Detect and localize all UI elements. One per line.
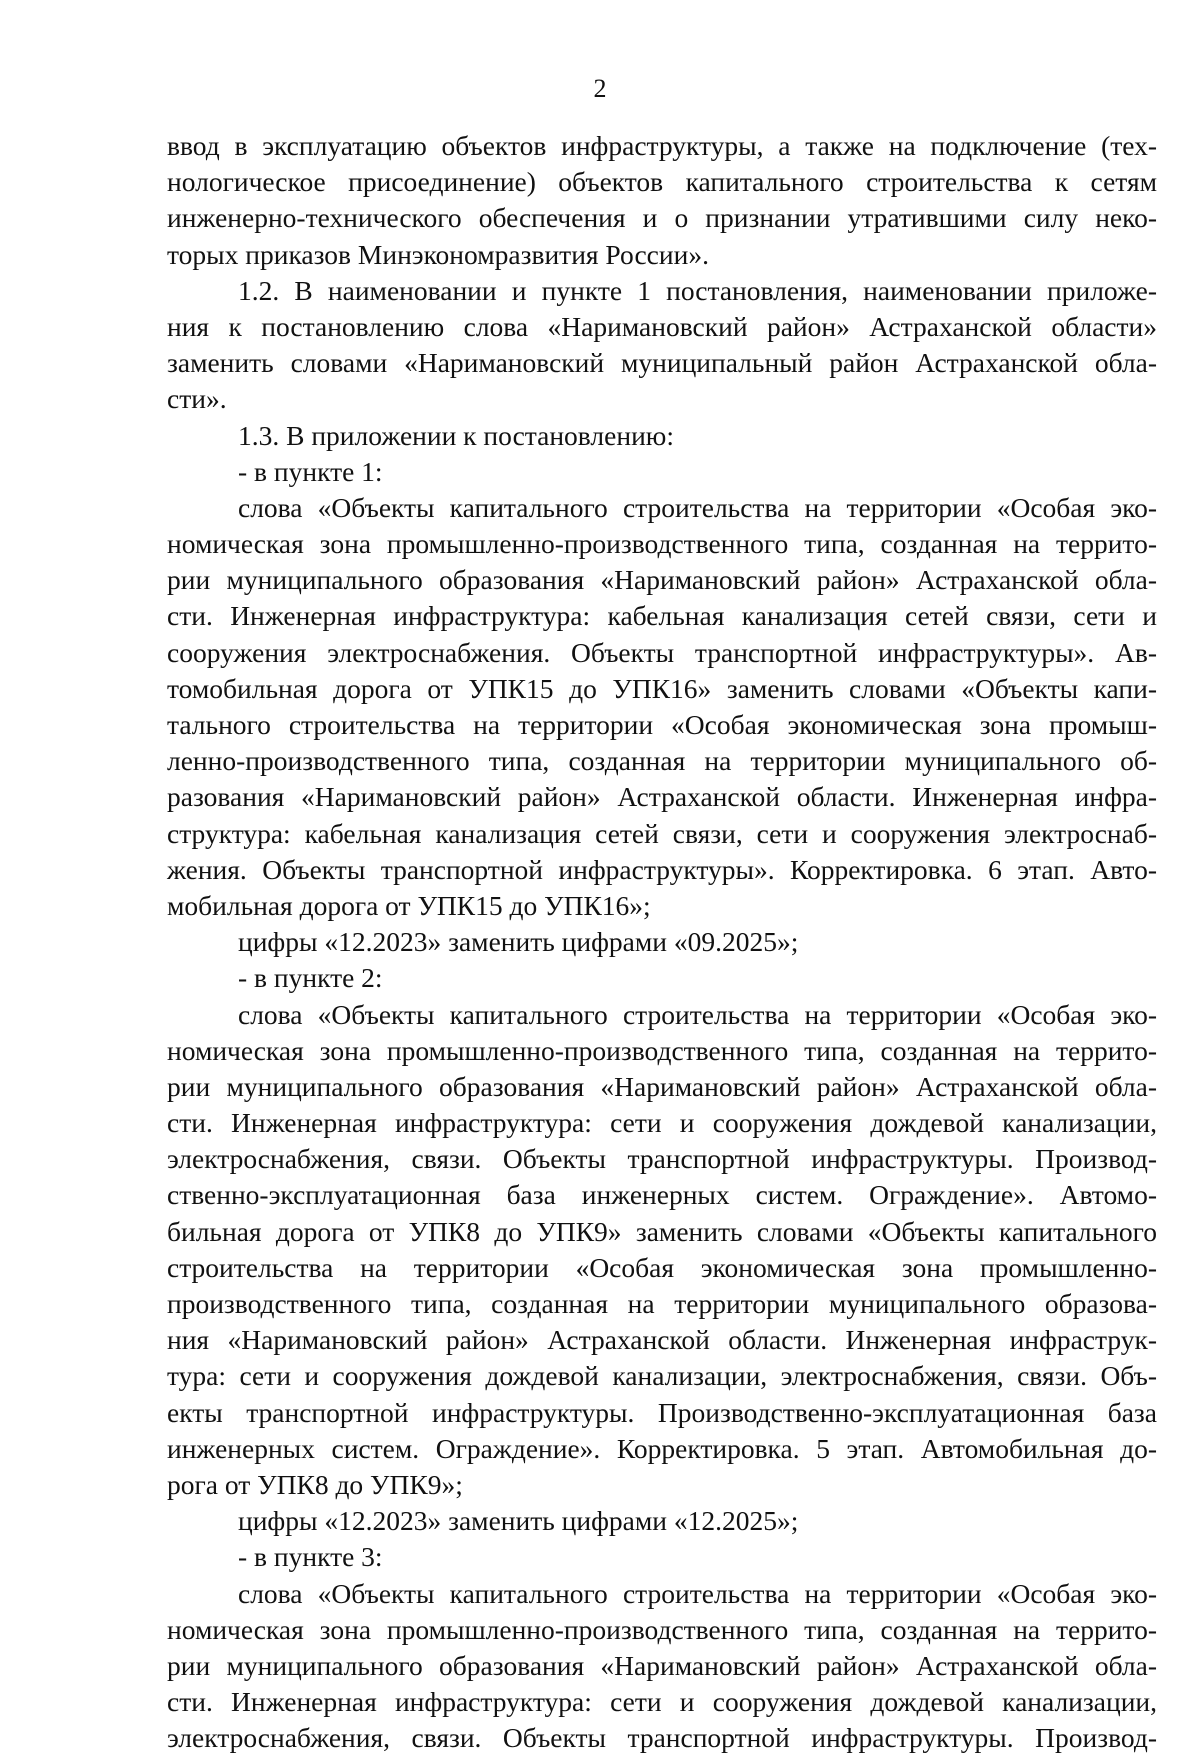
text-line: номическая зона промышленно-производственного типа, созданная на террито- [167,1613,1157,1645]
text-line: производственного типа, созданная на территории муниципального образова- [167,1288,1157,1319]
text-line: заменить словами «Наримановский муниципальный район Астраханской обла- [167,347,1157,379]
text-line: строительства на территории «Особая экономическая зона промышленно- [167,1251,1157,1283]
text-line: цифры «12.2023» заменить цифрами «12.2025»; [238,1505,799,1537]
page-number: 2 [593,74,607,103]
text-line: цифры «12.2023» заменить цифрами «09.2025»; [238,926,799,958]
text-line: тального строительства на территории «Особая экономическая зона промыш- [167,709,1157,740]
document-body [167,128,1157,1756]
text-line: бильная дорога от УПК8 до УПК9» заменить словами «Объекты капитального [167,1215,1157,1247]
text-line: слова «Объекты капитального строительства на территории «Особая эко- [238,1577,1157,1609]
text-line: разования «Наримановский район» Астраханской области. Инженерная инфра- [167,781,1157,813]
text-line: жения. Объекты транспортной инфраструктуры». Корректировка. 6 этап. Авто- [167,853,1157,885]
text-line: торых приказов Минэкономразвития России». [167,238,709,270]
text-line: екты транспортной инфраструктуры. Производственно-эксплуатационная база [167,1396,1157,1428]
text-line: - в пункте 1: [238,455,383,487]
text-line: номическая зона промышленно-производственного типа, созданная на террито- [167,528,1157,560]
text-line: нологическое присоединение) объектов капитального строительства к сетям [167,166,1157,198]
text-line: слова «Объекты капитального строительства на территории «Особая эко- [238,491,1157,523]
text-line: сти. Инженерная инфраструктура: сети и сооружения дождевой канализации, [167,1686,1157,1718]
text-line: рога от УПК8 до УПК9»; [167,1468,463,1500]
text-line: номическая зона промышленно-производственного типа, созданная на террито- [167,1034,1157,1066]
text-line: рии муниципального образования «Наримановский район» Астраханской обла- [167,1070,1157,1102]
text-line: - в пункте 2: [238,962,383,994]
text-line: рии муниципального образования «Наримановский район» Астраханской обла- [167,1649,1157,1681]
text-line: 1.3. В приложении к постановлению: [238,419,674,451]
text-line: сти. Инженерная инфраструктура: кабельная канализация сетей связи, сети и [167,600,1157,632]
text-line: тура: сети и сооружения дождевой канализации, электроснабжения, связи. Объ- [167,1360,1157,1392]
text-line: инженерно-технического обеспечения и о признании утратившими силу неко- [167,202,1157,234]
text-line: сти. Инженерная инфраструктура: сети и сооружения дождевой канализации, [167,1107,1157,1139]
text-line: ленно-производственного типа, созданная на территории муниципального об- [167,745,1157,777]
text-line: электроснабжения, связи. Объекты транспортной инфраструктуры. Производ- [167,1143,1157,1175]
text-line: сооружения электроснабжения. Объекты транспортной инфраструктуры». Ав- [167,636,1157,668]
text-line: слова «Объекты капитального строительства на территории «Особая эко- [238,998,1157,1030]
text-line: ния к постановлению слова «Наримановский район» Астраханской области» [167,310,1157,342]
text-line: 1.2. В наименовании и пункте 1 постановления, наименовании приложе- [238,274,1157,306]
text-line: структура: кабельная канализация сетей связи, сети и сооружения электроснаб- [167,817,1157,849]
text-line: рии муниципального образования «Наримановский район» Астраханской обла- [167,564,1157,596]
text-line: томобильная дорога от УПК15 до УПК16» заменить словами «Объекты капи- [167,672,1157,704]
text-line: ния «Наримановский район» Астраханской области. Инженерная инфраструк- [167,1324,1157,1356]
text-line: инженерных систем. Ограждение». Корректировка. 5 этап. Автомобильная до- [167,1432,1157,1464]
text-line: ственно-эксплуатационная база инженерных систем. Ограждение». Автомо- [167,1179,1157,1211]
text-line: - в пункте 3: [238,1541,383,1573]
text-line: сти». [167,383,227,415]
text-line: ввод в эксплуатацию объектов инфраструктуры, а также на подключение (тех- [167,130,1157,161]
text-line: мобильная дорога от УПК15 до УПК16»; [167,889,651,921]
text-line: электроснабжения, связи. Объекты транспортной инфраструктуры. Производ- [167,1722,1157,1754]
